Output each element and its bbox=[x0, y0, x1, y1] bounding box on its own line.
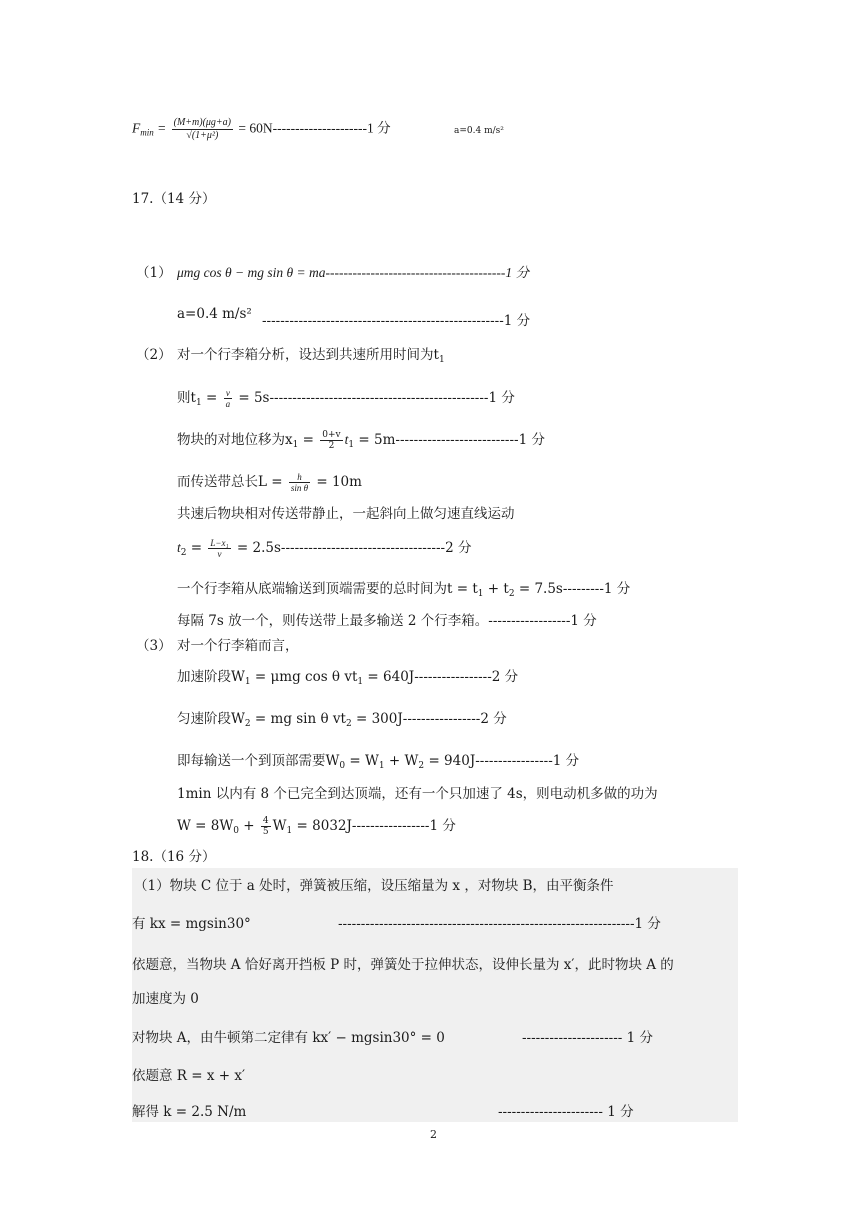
q17-part2-intro-sub: 1 bbox=[438, 355, 445, 365]
q17-w-sub: 0 bbox=[233, 826, 239, 836]
q18-line-7-score: ----------------------- 1 分 bbox=[498, 1104, 634, 1120]
q17-length-num: h bbox=[289, 472, 310, 483]
q17-t1-result: = 5s------------------------------------------------1 分 bbox=[234, 390, 515, 406]
fmin-symbol: F bbox=[132, 120, 141, 136]
q18-line-6: 依题意 R = x + x′ bbox=[132, 1068, 246, 1084]
q17-w0-eq: = W bbox=[345, 753, 379, 769]
q17-w2-result: = 300J-----------------2 分 bbox=[351, 711, 507, 727]
q17-w2-line bbox=[177, 710, 507, 733]
q17-t1-label: 则t bbox=[177, 390, 196, 406]
q17-total-time-line bbox=[177, 580, 630, 603]
q17-x1-equals: = bbox=[298, 432, 319, 448]
q17-total-sub1: 1 bbox=[477, 589, 484, 599]
q17-w-num: 4 bbox=[262, 816, 269, 826]
q17-part1-marker: （1） bbox=[136, 265, 172, 281]
q17-part3-intro: 对一个行李箱而言， bbox=[177, 638, 299, 654]
q17-heading: 17.（14 分） bbox=[132, 191, 216, 207]
q17-x1-den: 2 bbox=[328, 441, 335, 451]
q17-x1-time: t bbox=[344, 432, 349, 447]
q17-w0-plus: + W bbox=[384, 753, 419, 769]
q17-x1-fraction bbox=[320, 430, 342, 451]
q17-t2-den: v bbox=[217, 549, 222, 559]
q17-w-den: 5 bbox=[262, 827, 269, 837]
q17-w-fraction bbox=[261, 816, 271, 837]
q17-x1-label: 物块的对地位移为x bbox=[177, 432, 293, 448]
fmin-equals: = bbox=[153, 120, 170, 136]
q17-t2-result: = 2.5s------------------------------------2 分 bbox=[232, 540, 472, 556]
q17-w-w1: W bbox=[272, 818, 287, 834]
q18-line-5-eq: 对物块 A，由牛顿第二定律有 kx′ − mgsin30° = 0 bbox=[132, 1030, 445, 1046]
q17-w1-formula: = μmg cos θ vt bbox=[250, 669, 358, 685]
q18-line-7-eq: 解得 k = 2.5 N/m bbox=[132, 1104, 247, 1120]
q17-t1-line bbox=[177, 388, 515, 412]
q17-part1-equation: μmg cos θ − mg sin θ = ma----------------------------------------1 分 bbox=[177, 265, 529, 280]
q17-x1-sub: 1 bbox=[292, 440, 299, 450]
q17-t1-sub: 1 bbox=[195, 398, 202, 408]
fmin-denominator: √(1+μ²) bbox=[186, 130, 219, 141]
fmin-note: a=0.4 m/s² bbox=[454, 126, 504, 136]
q17-t2-equals: = bbox=[186, 540, 207, 556]
q17-w-label: W = 8W bbox=[177, 818, 234, 834]
q17-acceleration-score: -----------------------------------------------------1 分 bbox=[262, 313, 531, 329]
q17-w0-sub1: 1 bbox=[378, 761, 385, 771]
q17-t1-equals: = bbox=[201, 390, 222, 406]
q17-x1-line bbox=[177, 430, 545, 454]
q17-t2-label: t bbox=[177, 540, 181, 555]
q17-t1-fraction bbox=[224, 388, 233, 409]
q17-minute-text: 1min 以内有 8 个已完全到达顶端，还有一个只加速了 4s，则电动机多做的功为 bbox=[177, 786, 658, 802]
q17-w1-t-sub: 1 bbox=[357, 677, 364, 687]
q17-x1-result: = 5m---------------------------1 分 bbox=[354, 432, 545, 448]
fmin-subscript: min bbox=[140, 127, 154, 138]
fmin-line bbox=[132, 117, 391, 142]
q17-w0-sub: 0 bbox=[339, 761, 346, 771]
q17-length-fraction bbox=[289, 472, 310, 493]
q18-line-1: （1）物块 C 位于 a 处时，弹簧被压缩，设压缩量为 x ，对物块 B，由平衡条件 bbox=[134, 878, 614, 894]
q17-x1-num: 0+v bbox=[322, 430, 341, 440]
q17-static-text: 共速后物块相对传送带静止，一起斜向上做匀速直线运动 bbox=[177, 506, 515, 522]
q18-line-2-score: -----------------------------------------------------------------1 分 bbox=[338, 916, 661, 932]
q17-w0-line bbox=[177, 752, 579, 775]
q17-part2-intro-text: 对一个行李箱分析，设达到共速所用时间为t bbox=[177, 347, 439, 363]
q17-t2-sub: 2 bbox=[180, 548, 187, 558]
q17-w0-sub2: 2 bbox=[418, 761, 425, 771]
q17-w1-sub: 1 bbox=[244, 677, 251, 687]
q17-w-result: = 8032J-----------------1 分 bbox=[292, 818, 456, 834]
q17-total-plus: + t bbox=[483, 581, 509, 597]
q17-total-result: = 7.5s---------1 分 bbox=[514, 581, 631, 597]
q17-w0-result: = 940J-----------------1 分 bbox=[424, 753, 580, 769]
q17-w-line bbox=[177, 816, 456, 840]
q18-line-5-score: ---------------------- 1 分 bbox=[522, 1030, 654, 1046]
q17-t1-num: v bbox=[224, 388, 233, 399]
q17-part3-marker: （3） bbox=[136, 638, 172, 654]
q17-part2-marker: （2） bbox=[136, 347, 172, 363]
q17-t2-line bbox=[177, 538, 472, 562]
q17-length-den: sin θ bbox=[290, 483, 309, 493]
q17-w1-result: = 640J-----------------2 分 bbox=[363, 669, 519, 685]
q18-line-3: 依题意，当物块 A 恰好离开挡板 P 时，弹簧处于拉伸状态，设伸长量为 x′，此时物块 A 的 bbox=[132, 957, 674, 973]
q17-t1-den: a bbox=[225, 399, 231, 409]
q17-w2-t-sub: 2 bbox=[345, 719, 352, 729]
q17-part2-intro bbox=[177, 346, 445, 369]
q18-line-2-eq: 有 kx = mgsin30° bbox=[132, 916, 251, 932]
q17-w1-line bbox=[177, 668, 518, 691]
q17-t2-num: L−x₁ bbox=[210, 538, 229, 548]
q17-x1-time-sub: 1 bbox=[348, 440, 355, 450]
q17-w-w1-sub: 1 bbox=[286, 826, 293, 836]
q18-line-4: 加速度为 0 bbox=[132, 991, 199, 1007]
q17-w2-sub: 2 bbox=[244, 719, 251, 729]
q17-length-result: = 10m bbox=[312, 474, 362, 490]
fmin-numerator: (M+m)(μg+a) bbox=[173, 117, 232, 128]
page-number: 2 bbox=[430, 1128, 437, 1141]
q17-w-plus: + bbox=[238, 818, 259, 834]
q17-w2-formula: = mg sin θ vt bbox=[250, 711, 346, 727]
fmin-result: = 60N---------------------1 分 bbox=[235, 120, 391, 136]
q17-total-sub2: 2 bbox=[508, 589, 515, 599]
q17-w1-label: 加速阶段W bbox=[177, 669, 245, 685]
q17-w2-label: 匀速阶段W bbox=[177, 711, 245, 727]
q18-heading: 18.（16 分） bbox=[132, 849, 216, 865]
q17-total-label: 一个行李箱从底端输送到顶端需要的总时间为t = t bbox=[177, 581, 478, 597]
q17-max-boxes: 每隔 7s 放一个，则传送带上最多输送 2 个行李箱。------------------1 分 bbox=[177, 613, 597, 629]
q17-length-line bbox=[177, 472, 362, 493]
q17-w0-label: 即每输送一个到顶部需要W bbox=[177, 753, 340, 769]
q17-length-label: 而传送带总长L = bbox=[177, 474, 287, 490]
q17-acceleration-value: a=0.4 m/s² bbox=[177, 306, 252, 322]
fmin-fraction bbox=[172, 117, 233, 142]
q17-t2-fraction bbox=[208, 538, 230, 559]
